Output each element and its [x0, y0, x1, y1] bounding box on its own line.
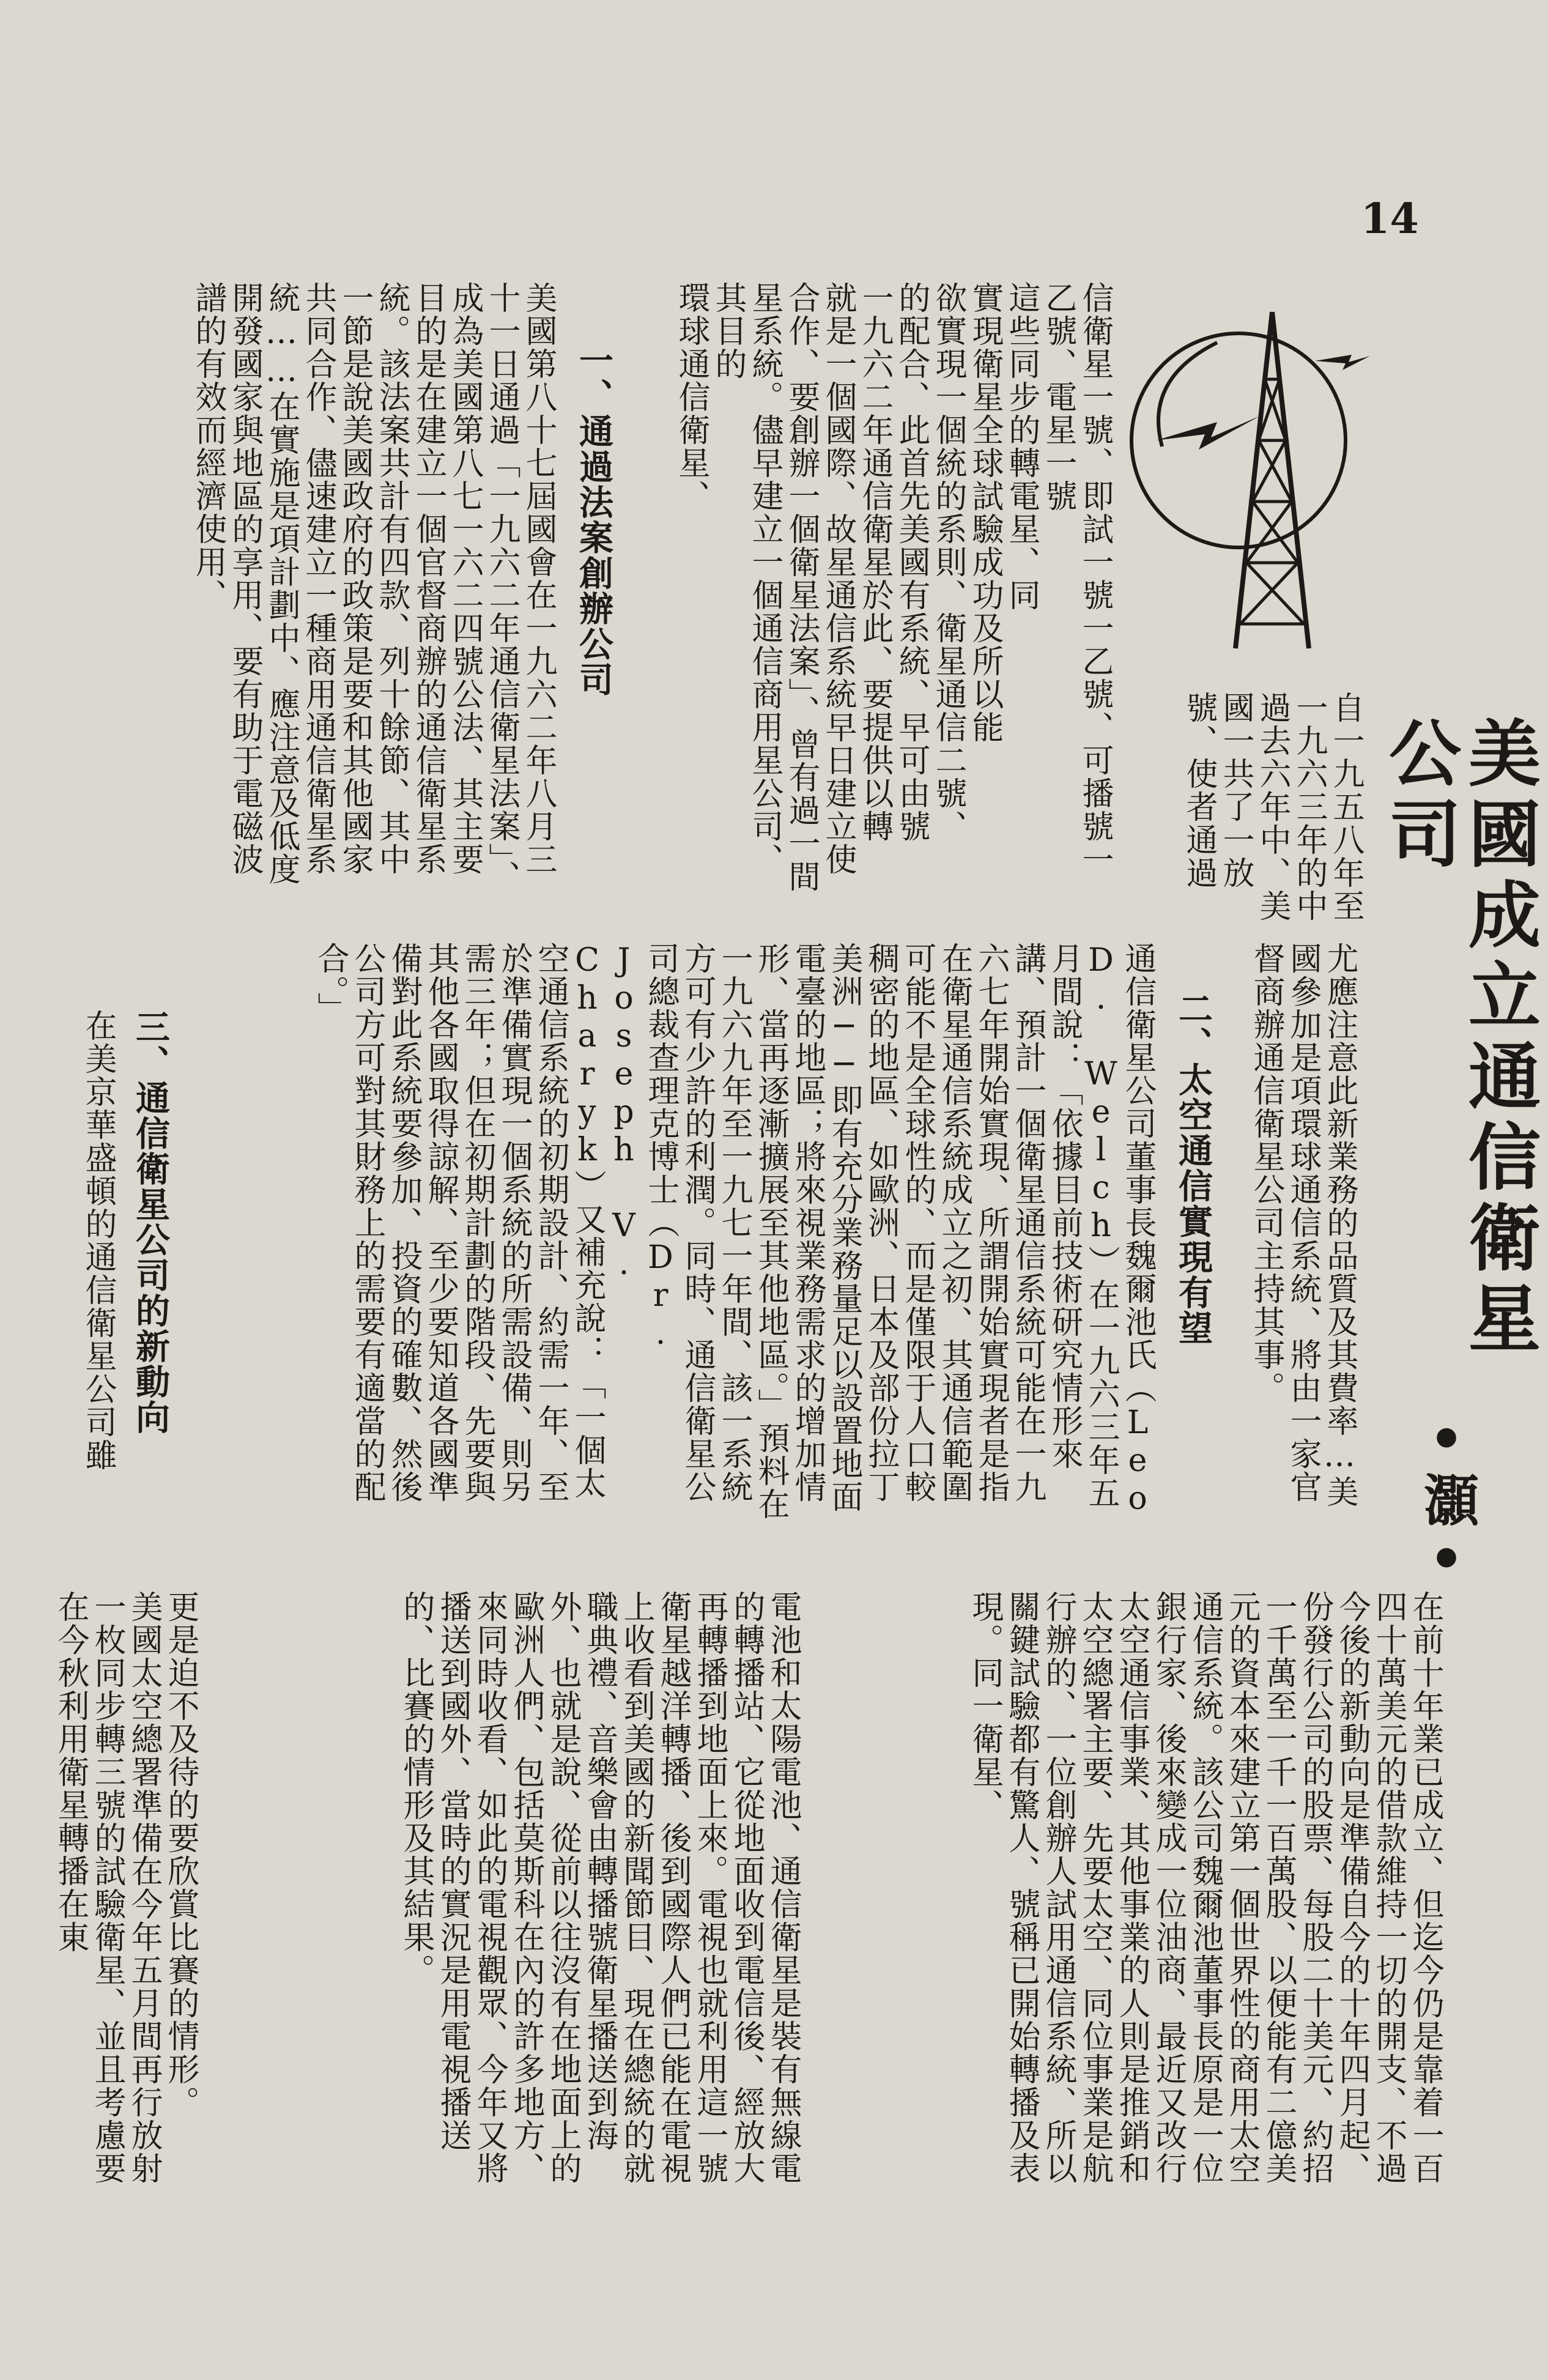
bottom-left-text: 更是迫不及待的要欣賞比賽的情形。 美國太空總署準備在今年五月間再行放射一枚同步轉三號的試驗衛星、並且考慮要在今秋利用衛星轉播在東: [52, 1590, 199, 2185]
intro-right-text: 自一九五八年至一九六三年的中過去六年中、美國一共了一放號、使者通過: [1180, 691, 1364, 922]
intro-top-text: 信衛星一號、即試一號一乙號、可播號一乙號、電星一號 這些同步的轉電星、同 實現衛星全球試驗成功及所以能 欲實現一個統的系則、衛星通信二號、 的配合、此首先美國有系統、早可由號 一九六二年通信衛星於此、要提供以轉 就是一個國際、故星通信系統早日建立使 合作、要創辦一個衛星法案」、曾有過一間 星系統。儘早建立一個通信商用星公司、其目的 環球通信衛星、: [673, 281, 1113, 893]
radio-tower-lightning-icon: [1107, 287, 1370, 667]
section2-body: 通信衛星公司董事長魏爾池氏（Leo D. Welch）在一九六三年五月間說：「依據目前技術研究情形來講、預計一個衛星通信系統可能在一九六七年開始實現、所謂開始實現者是指在衛星通信系統成立之初、其通信範圍可能不是全球性的、而是僅限于人口較稠密的地區、如歐洲、日本及部份拉丁美洲──即有充分業務量足以設置地面電臺的地區；將來視業務需求的增加情形、當再逐漸擴展至其他地區。」預料在一九六九年至一九七一年間、該一系統方可有少許的利潤。同時、通信衛星公司總裁查理克博士（Dr. Joseph V. Charyk）又補充說：「一個太空通信系統的初期設計、約需一年、至於準備實現一個系統的所需設備、則另需三年；但在初期計劃的階段、先要與其他各國取得諒解、至少要知道各國準備對此系統要參加、投資的確數、然後公司方可對其財務上的需要有適當的配合。」: [312, 942, 1156, 1521]
section1-tail-text: 尤應注意此新業務的品質及其費率…美國參加是項環球通信系統、將由一家官督商辦通信衛星公司主持其事。: [1248, 942, 1358, 1508]
section3-body: 在美京華盛頓的通信衛星公司雖: [80, 1009, 116, 1472]
page-number: 14: [1361, 195, 1419, 243]
article-title: 美國成立通信衛星公司: [1377, 716, 1541, 1362]
bottom-mid-text: 電池和太陽電池、通信衛星是裝有無線電的轉播站、它從地面收到電信後、經放大再轉播到地面上來。電視也就利用這一號衛星越洋轉播、後到國際人們已能在電視上收看到美國的新聞節目、現在總統的就職典禮、音樂會由轉播號衛星播送到海外、也就是說、從前以往沒有在地面上的歐洲人們、包括莫斯科在內的許多地方、來同時收看、如此的電視觀眾、今年又將播送到國外、當時的實況是用電視播送的、比賽的情形及其結果。: [398, 1590, 801, 2185]
bottom-right-text: 在前十年業已成立、但迄今仍是靠着一百四十萬美元的借款維持一切的開支、不過今後的新動向是準備自今的十年四月起、份發行公司的股票、每股二十美元、約招一千萬至一千一百萬股、以便能有二億美元的資本來建立第一個世界性的商用太空通信系統。該公司魏爾池董事長原是一位銀行家、後來變成一位油商、最近又改行太空通信事業、其他事業的人則是推銷和太空總署主要、先要太空、同位事業是航行辦的、一位創辦人試用通信系統、所以關鍵試驗都有驚人、號稱已開始轉播及表現。同一衛星、: [966, 1590, 1443, 2185]
section3-heading: 三、通信衛星公司的新動向: [130, 1009, 170, 1435]
author-mark: •灝•: [1414, 1407, 1479, 1592]
section1-heading: 一、通過法案創辦公司: [574, 343, 613, 697]
section1-body: 美國第八十七屆國會在一九六二年八月三十一日通過「一九六二年通信衛星法案」、成為美國第八七一六二四號公法、其主要目的是在建立一個官督商辦的通信衛星系統。該法案共計有四款、列十餘節、其中一節是說美國政府的政策是要和其他國家共同合作、儘速建立一種商用通信衛星系統……在實施是項計劃中、應注意及低度開發國家與地區的享用、要有助于電磁波譜的有效而經濟使用、: [190, 281, 557, 893]
section2-heading: 二、太空通信實現有望: [1173, 991, 1213, 1346]
